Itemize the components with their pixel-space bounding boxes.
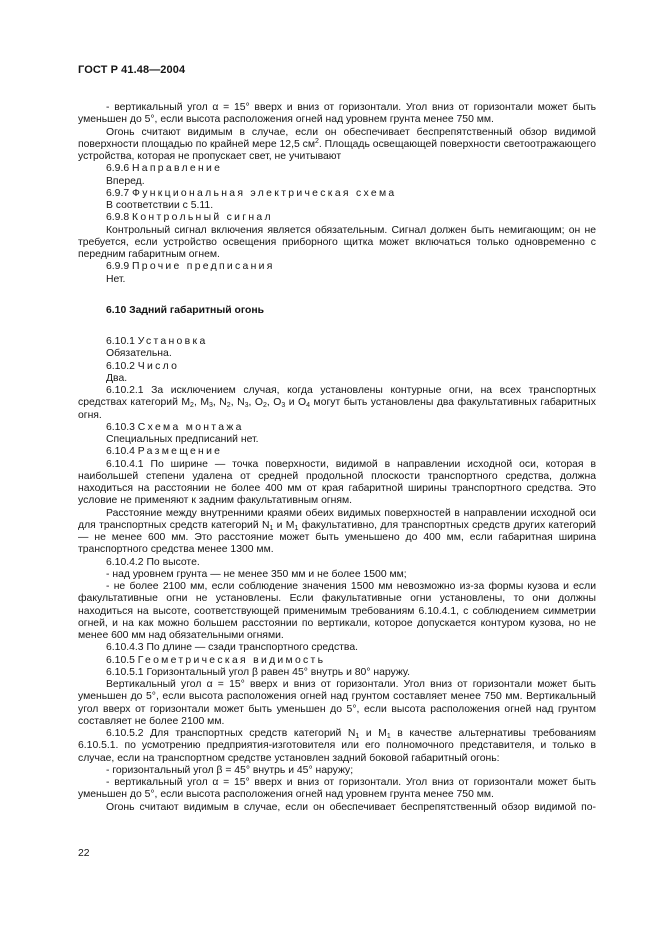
page-number: 22: [78, 848, 90, 859]
paragraph: 6.10.5 Геометрическая видимость: [106, 654, 326, 666]
paragraph: Специальных предписаний нет.: [106, 434, 259, 445]
paragraph: 6.10.2 Число: [106, 360, 180, 372]
paragraph: 6.10.2.1 За исключением случая, когда установлены контурные огни, на всех транспортных средствах категорий $M_2$, $M_3$, $N_2$, $N_3$, $O_2$, $O_3$ и $O_4$ могут быть установлены два факультативных габаритных огня.: [78, 385, 596, 421]
paragraph: Огонь считают видимым в случае, если он обеспечивает беспрепятственный обзор видимой по-: [106, 801, 596, 813]
paragraph: - вертикальный угол α = 15° вверх и вниз от горизонтали. Угол вниз от горизонтали может быть уменьшен до 5°, если высота расположения огней над уровнем грунта менее 750 мм.: [78, 102, 596, 126]
paragraph: 6.10.4.1 По ширине — точка поверхности, видимой в направлении исходной оси, которая в наибольшей степени удалена от средней продольной плоскости транспортного средства, должна находиться на расстоянии не более 400 мм от края габаритной ширины транспортного средства. Это условие не применяют к задним факультативным огням.: [78, 458, 596, 507]
paragraph: 6.10.4.3 По длине — сзади транспортного средства.: [106, 642, 358, 654]
paragraph: Вертикальный угол α = 15° вверх и вниз от горизонтали. Угол вниз от горизонтали может быть уменьшен до 5°, если высота расположения огней над грунтом составляет менее 750 мм. Вертикальный угол вверх от горизонтали может быть уменьшен до 5°, если высота расположения огней над грунтом составляет не более 2100 мм.: [78, 679, 596, 727]
paragraph: - вертикальный угол α = 15° вверх и вниз от горизонтали. Угол вниз от горизонтали может быть уменьшен до 5°, если высота расположения огней над уровнем грунта менее 750 мм.: [78, 777, 596, 801]
paragraph: 6.9.6 Направление: [106, 163, 223, 175]
document-header: ГОСТ Р 41.48—2004: [78, 64, 186, 76]
paragraph: Расстояние между внутренними краями обеих видимых поверхностей в направлении исходной оси для транспортных средств категорий $N_1$ и $M_1$ факультативно, для транспортных средств других категорий — не менее 600 мм. Это расстояние может быть уменьшено до 400 мм, если габаритная ширина транспортного средства менее 1300 мм.: [78, 507, 596, 556]
paragraph: Два.: [106, 372, 128, 384]
paragraph: 6.10.3 Схема монтажа: [106, 421, 244, 433]
paragraph: - горизонтальный угол β = 45° внутрь и 45° наружу;: [106, 764, 354, 776]
paragraph: 6.10.5.2 Для транспортных средств категорий $N_1$ и $M_1$ в качестве альтернативы требованиям 6.10.5.1. по усмотрению предприятия-изготовителя или его полномочного представителя, и только в случае, если на транспортном средстве установлен задний боковой габаритный огонь:: [78, 728, 596, 764]
paragraph: - не более 2100 мм, если соблюдение значения 1500 мм невозможно из-за формы кузова и если факультативные огни не установлены. Если факультативные огни установлены, то они должны находиться на высоте, соответствующей применимым требованиям 6.10.4.1, с соблюдением симметрии огней, и на как можно большем расстоянии по вертикали, которое допускается контуром кузова, но не менее 600 мм над обязательными огнями.: [78, 581, 596, 641]
paragraph: 6.9.7 Функциональная электрическая схема: [106, 187, 397, 199]
paragraph: 6.10.5.1 Горизонтальный угол β равен 45° внутрь и 80° наружу.: [106, 666, 410, 678]
paragraph: Нет.: [106, 273, 126, 285]
section-title: 6.10 Задний габаритный огонь: [106, 304, 265, 316]
paragraph: Контрольный сигнал включения является обязательным. Сигнал должен быть немигающим; он не требуется, если устройство освещения приборного щитка может включаться только одновременно с передним габаритным огнем.: [78, 224, 596, 260]
paragraph: 6.9.8 Контрольный сигнал: [106, 212, 273, 224]
paragraph: 6.10.4 Размещение: [106, 446, 223, 458]
paragraph: Огонь считают видимым в случае, если он обеспечивает беспрепятственный обзор видимой поверхности площадью по крайней мере 12,5 $см^2$. Площадь освещающей поверхности светоотражающего устройства, которая не пропускает свет, не учитывают: [78, 126, 596, 162]
paragraph: Вперед.: [106, 175, 145, 187]
paragraph: 6.10.1 Установка: [106, 336, 208, 347]
document-body: [78, 102, 596, 814]
paragraph: В соответствии с 5.11.: [106, 200, 214, 211]
paragraph: - над уровнем грунта — не менее 350 мм и не более 1500 мм;: [106, 568, 407, 580]
paragraph: Обязательна.: [106, 348, 172, 360]
paragraph: 6.9.9 Прочие предписания: [106, 261, 275, 273]
paragraph: 6.10.4.2 По высоте.: [106, 556, 200, 568]
